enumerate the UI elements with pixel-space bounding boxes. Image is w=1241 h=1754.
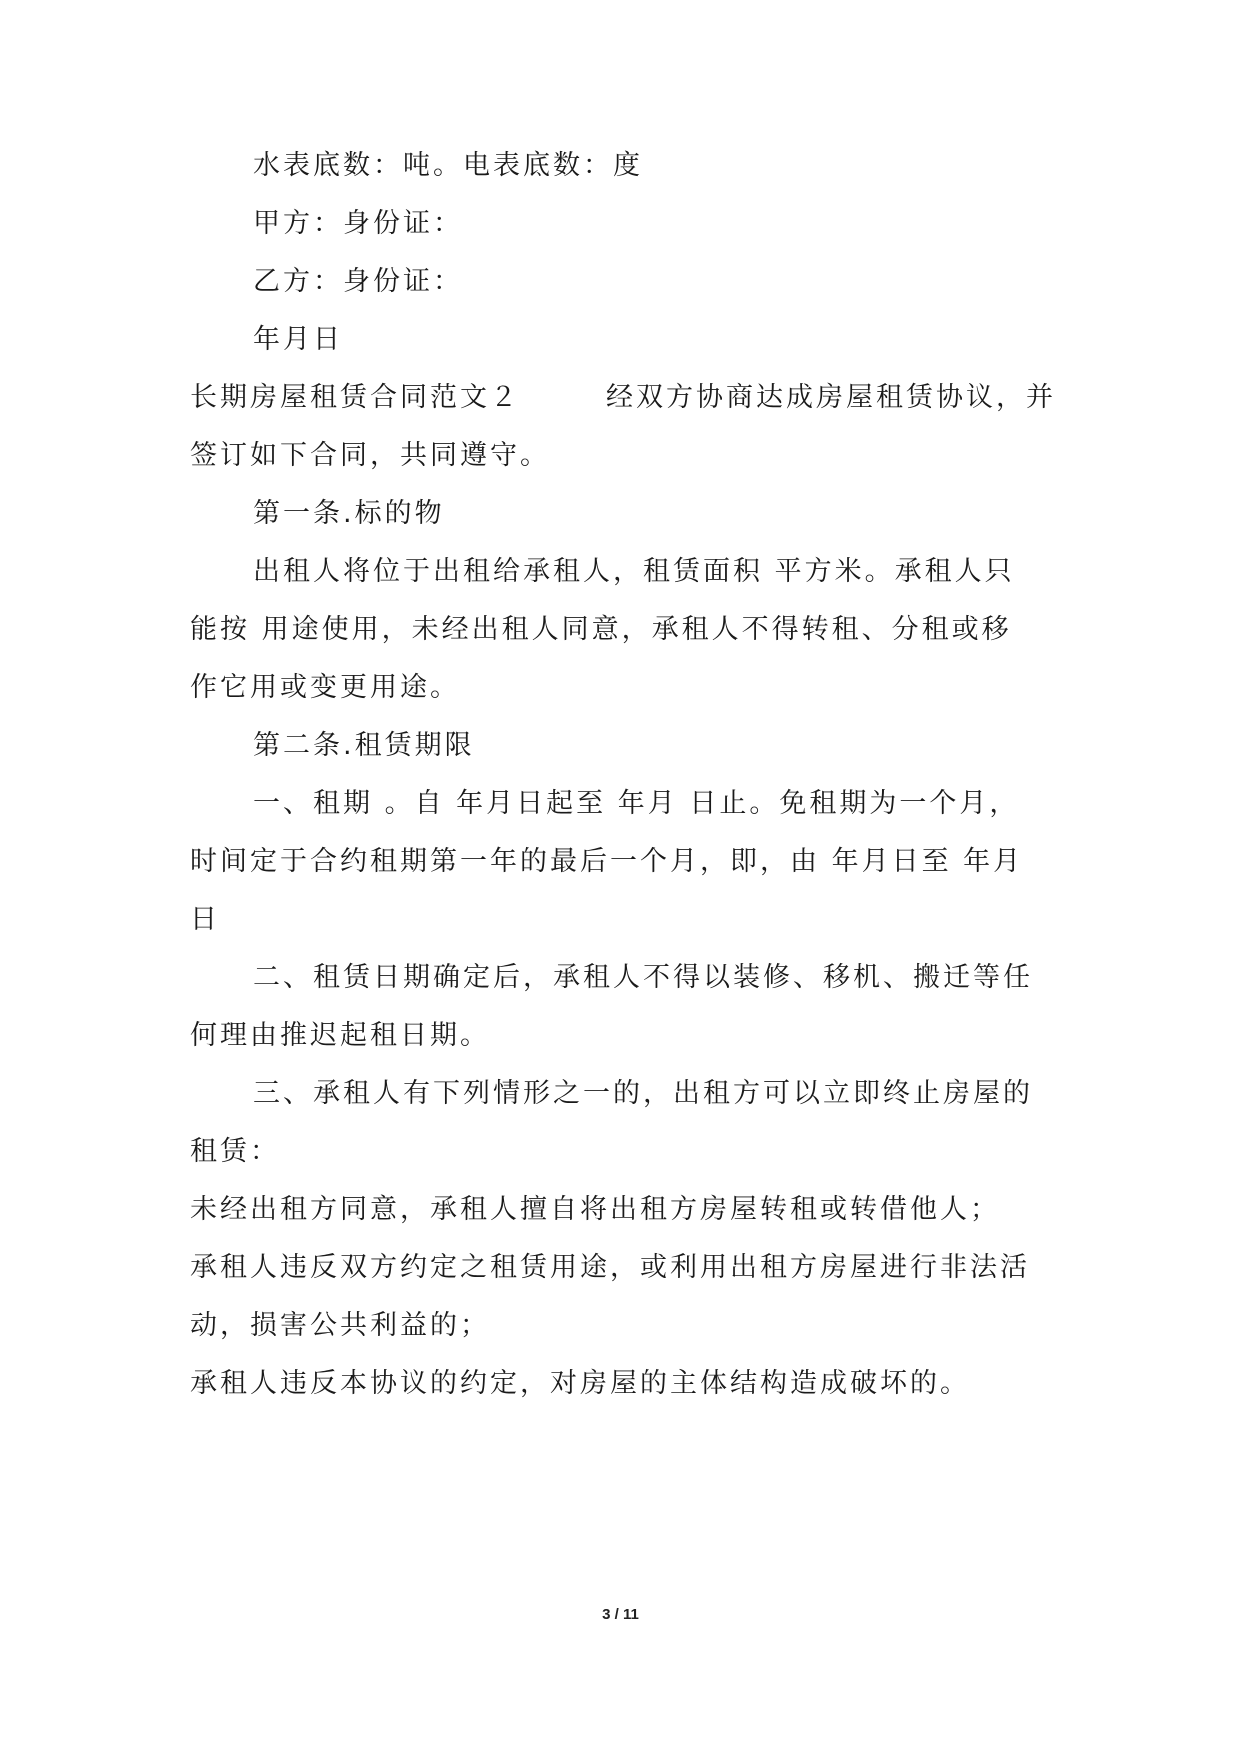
page-number: 3 / 11 <box>602 1606 639 1623</box>
term-clause-line-1: 一、租期 。自 年月日起至 年月 日止。免租期为一个月， <box>253 788 1020 819</box>
clause-2-line-1: 二、租赁日期确定后，承租人不得以装修、移机、搬迁等任 <box>253 962 1033 993</box>
termination-item-2-line-1: 承租人违反双方约定之租赁用途，或利用出租方房屋进行非法活 <box>190 1252 1030 1283</box>
agreement-intro: 经双方协商达成房屋租赁协议，并 <box>606 382 1056 413</box>
clause-2-line-2: 何理由推迟起租日期。 <box>190 1020 490 1051</box>
article-2-heading: 第二条.租赁期限 <box>253 730 475 761</box>
article-1-heading: 第一条.标的物 <box>253 498 445 529</box>
section-title-line <box>190 380 1070 416</box>
termination-item-1: 未经出租方同意，承租人擅自将出租方房屋转租或转借他人； <box>190 1194 1000 1225</box>
article-1-text-line-3: 作它用或变更用途。 <box>190 672 460 703</box>
termination-item-3: 承租人违反本协议的约定，对房屋的主体结构造成破坏的。 <box>190 1368 970 1399</box>
party-b-line: 乙方：身份证： <box>253 266 463 297</box>
agreement-intro-line-2: 签订如下合同，共同遵守。 <box>190 440 550 471</box>
water-electric-meter-line: 水表底数：吨。电表底数：度 <box>253 150 643 181</box>
term-clause-line-2: 时间定于合约租期第一年的最后一个月，即，由 年月日至 年月 <box>190 846 1024 877</box>
term-clause-line-3: 日 <box>190 904 220 935</box>
clause-3-line-2: 租赁： <box>190 1136 280 1167</box>
article-1-text-line-1: 出租人将位于出租给承租人，租赁面积 平方米。承租人只 <box>253 556 1015 587</box>
termination-item-2-line-2: 动，损害公共利益的； <box>190 1310 490 1341</box>
date-line: 年月日 <box>253 324 343 355</box>
clause-3-line-1: 三、承租人有下列情形之一的，出租方可以立即终止房屋的 <box>253 1078 1033 1109</box>
party-a-line: 甲方：身份证： <box>253 208 463 239</box>
article-1-text-line-2: 能按 用途使用，未经出租人同意，承租人不得转租、分租或移 <box>190 614 1012 645</box>
section-title: 长期房屋租赁合同范文２ <box>190 382 520 413</box>
